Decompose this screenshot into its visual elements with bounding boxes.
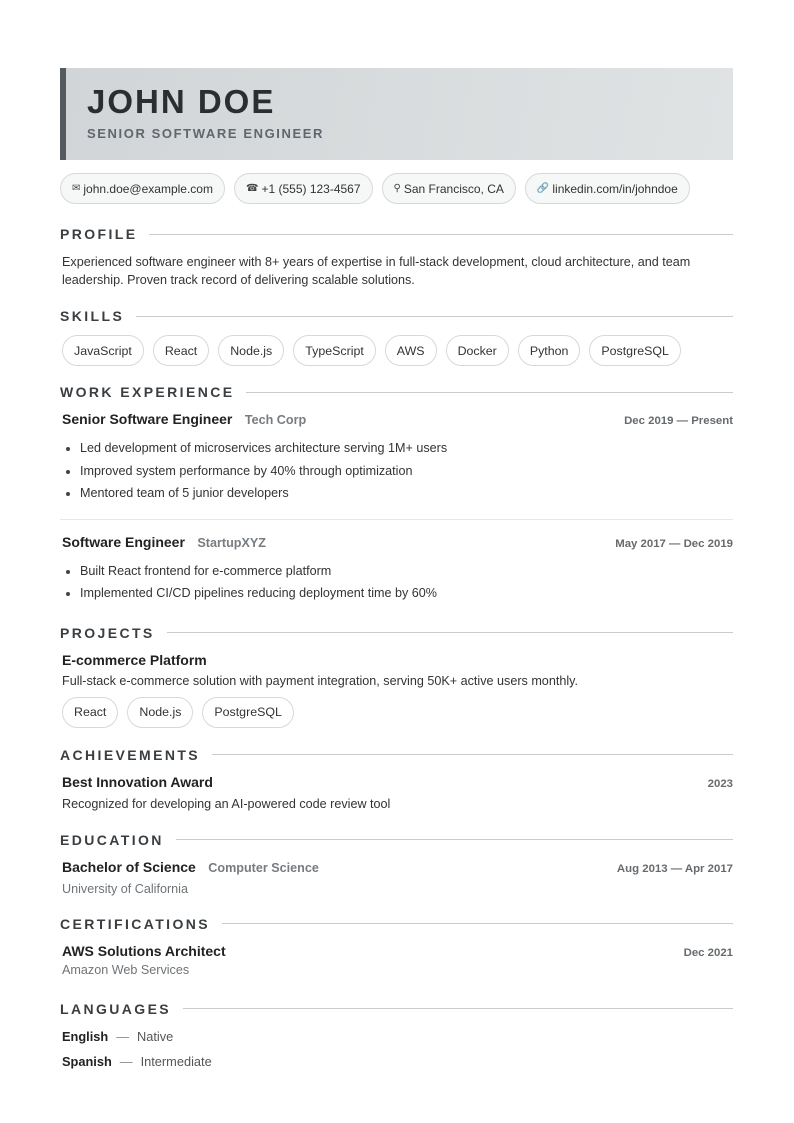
achievement-year: 2023	[707, 777, 733, 790]
section-title: PROFILE	[60, 226, 138, 242]
profile-section-header	[60, 226, 733, 242]
candidate-name: JOHN DOE	[87, 83, 276, 120]
skill-tag: Docker	[446, 335, 509, 366]
contact-phone-text: +1 (555) 123-4567	[261, 181, 361, 196]
section-title: WORK EXPERIENCE	[60, 384, 235, 400]
phone-icon: ☎	[245, 183, 259, 194]
section-title: PROJECTS	[60, 624, 155, 641]
language-level: Intermediate	[140, 1053, 212, 1069]
achievements-section-header	[60, 747, 733, 763]
achievement-description: Recognized for developing an AI-powered code review tool	[62, 796, 391, 811]
achievement-name: Best Innovation Award	[62, 773, 213, 790]
certification-issuer: Amazon Web Services	[62, 962, 190, 977]
tech-tag: PostgreSQL	[202, 697, 294, 728]
section-divider	[167, 632, 733, 633]
projects-section-header	[60, 625, 733, 641]
section-divider	[149, 234, 733, 235]
education-dates: Aug 2013 — Apr 2017	[616, 862, 733, 875]
section-title: EDUCATION	[60, 831, 164, 848]
skill-tag: Node.js	[218, 335, 284, 366]
experience-section-header	[60, 384, 733, 400]
tech-tag: React	[62, 697, 118, 728]
education-section-header	[60, 832, 733, 848]
job-highlights	[60, 560, 733, 605]
job-title: Software Engineer	[62, 533, 185, 550]
location-pin-icon: ⚲	[393, 183, 401, 194]
certification-date: Dec 2021	[683, 946, 733, 959]
job-dates: May 2017 — Dec 2019	[615, 537, 733, 550]
field-of-study: Computer Science	[208, 860, 319, 875]
project-description: Full-stack e-commerce solution with payment integration, serving 50K+ active users monthly.	[62, 673, 578, 688]
job-highlights	[60, 437, 733, 505]
profile-summary: Experienced software engineer with 8+ years of expertise in full-stack development, cloud architecture, and team leadership. Proven track record of delivering scalable solutions.	[62, 255, 691, 287]
candidate-title: SENIOR SOFTWARE ENGINEER	[87, 126, 325, 141]
list-item: Implemented CI/CD pipelines reducing deployment time by 60%	[80, 582, 733, 605]
section-divider	[136, 316, 733, 317]
project-name: E-commerce Platform	[62, 651, 207, 668]
language-item	[60, 1024, 733, 1049]
list-item: Improved system performance by 40% through optimization	[80, 460, 733, 483]
skill-tag: React	[153, 335, 209, 366]
contact-linkedin-text: linkedin.com/in/johndoe	[552, 181, 678, 196]
entry-divider	[60, 519, 733, 520]
job-title: Senior Software Engineer	[62, 411, 233, 427]
experience-entry	[60, 534, 733, 605]
certifications-section-header	[60, 916, 733, 932]
degree-name: Bachelor of Science	[62, 858, 196, 875]
section-divider	[176, 839, 733, 840]
education-entry	[60, 859, 733, 896]
link-icon: 🔗	[536, 183, 550, 194]
project-tech-list	[60, 697, 733, 728]
job-dates: Dec 2019 — Present	[624, 415, 733, 427]
contact-list	[60, 173, 733, 204]
company-name: StartupXYZ	[197, 535, 266, 550]
section-divider	[212, 754, 733, 755]
section-title: ACHIEVEMENTS	[60, 746, 201, 763]
skill-tag: Python	[518, 335, 581, 366]
list-item: Built React frontend for e-commerce platform	[80, 560, 733, 583]
resume-page	[60, 68, 733, 1074]
languages-section-header	[60, 1001, 733, 1017]
tech-tag: Node.js	[127, 697, 193, 728]
contact-location-text: San Francisco, CA	[403, 181, 504, 196]
contact-linkedin[interactable]	[525, 173, 690, 204]
skill-tag: TypeScript	[293, 335, 376, 366]
section-divider	[222, 923, 733, 924]
section-title: LANGUAGES	[60, 1000, 172, 1017]
language-separator: —	[119, 1053, 133, 1069]
contact-phone[interactable]	[234, 173, 373, 204]
certification-entry	[60, 943, 733, 977]
skills-section-header	[60, 308, 733, 324]
language-item	[60, 1049, 733, 1074]
list-item: Led development of microservices architecture serving 1M+ users	[80, 437, 733, 460]
company-name: Tech Corp	[244, 413, 307, 427]
contact-location	[382, 173, 516, 204]
language-name: Spanish	[62, 1053, 112, 1069]
achievement-entry	[60, 774, 733, 813]
contact-email[interactable]	[60, 173, 225, 204]
resume-header	[60, 68, 733, 160]
school-name: University of California	[62, 881, 188, 896]
section-title: CERTIFICATIONS	[60, 915, 211, 932]
languages-list	[60, 1024, 733, 1074]
contact-email-text: john.doe@example.com	[83, 181, 213, 196]
certification-name: AWS Solutions Architect	[62, 942, 226, 959]
language-name: English	[62, 1028, 109, 1044]
section-divider	[183, 1008, 733, 1009]
language-separator: —	[116, 1028, 130, 1044]
project-entry	[60, 652, 733, 728]
skill-tag: AWS	[385, 335, 437, 366]
envelope-icon: ✉	[72, 183, 81, 194]
section-divider	[246, 392, 733, 393]
section-title: SKILLS	[60, 308, 125, 324]
list-item: Mentored team of 5 junior developers	[80, 482, 733, 505]
skills-list	[60, 335, 733, 366]
experience-entry	[60, 411, 733, 505]
language-level: Native	[137, 1028, 174, 1044]
skill-tag: JavaScript	[62, 335, 144, 366]
skill-tag: PostgreSQL	[589, 335, 681, 366]
